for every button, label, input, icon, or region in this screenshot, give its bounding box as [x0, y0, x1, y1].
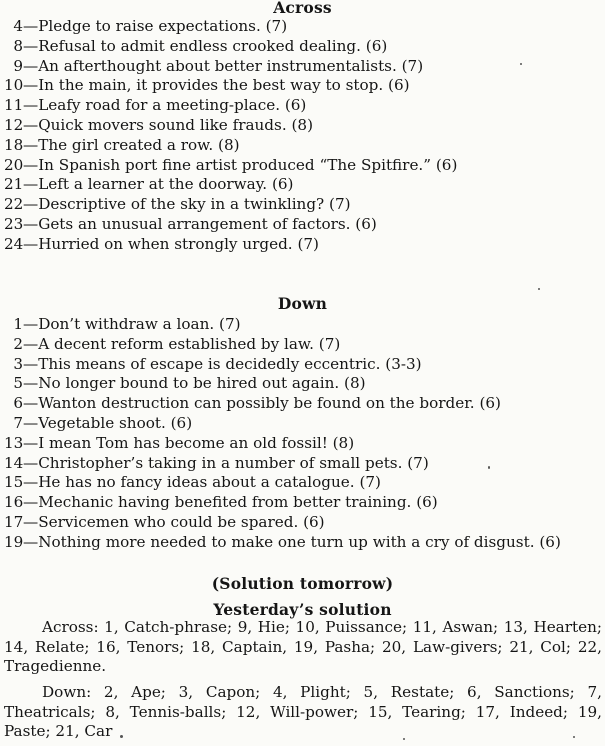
across-clue-list	[0, 17, 457, 255]
clue-text: —A decent reform established by law. (7)	[23, 334, 341, 353]
solution-tomorrow-note: (Solution tomorrow)	[211, 574, 394, 593]
across-heading: Across	[273, 0, 332, 17]
print-speck	[488, 466, 490, 469]
clue-number: 19	[4, 532, 24, 551]
clue-number: 5	[13, 374, 23, 393]
clue-text: —Christopher’s taking in a number of small pets. (7)	[23, 453, 429, 472]
clue-number: 7	[13, 413, 23, 432]
down-clue-list	[0, 315, 561, 553]
clue-number: 2	[13, 334, 23, 353]
clue-text: —Quick movers sound like frauds. (8)	[23, 115, 313, 134]
clue-text: —An afterthought about better instrumentalists. (7)	[23, 56, 424, 75]
across-clue	[0, 116, 457, 136]
clue-text: —Hurried on when strongly urged. (7)	[23, 234, 319, 253]
clue-text: —Refusal to admit endless crooked dealing. (6)	[23, 36, 388, 55]
down-clue	[0, 335, 561, 355]
clue-number: 21	[4, 175, 24, 194]
clue-number: 11	[4, 96, 24, 115]
print-speck	[403, 738, 405, 740]
down-clue	[0, 454, 561, 474]
clue-number: 9	[13, 56, 23, 75]
clue-text: —Vegetable shoot. (6)	[23, 413, 193, 432]
clue-text: —Left a learner at the doorway. (6)	[23, 175, 294, 194]
clue-text: —Nothing more needed to make one turn up with a cry of disgust. (6)	[23, 532, 561, 551]
clue-number: 17	[4, 512, 24, 531]
across-clue	[0, 175, 457, 195]
yesterday-down-answers: Down: 2, Ape; 3, Capon; 4, Plight; 5, Restate; 6, Sanctions; 7, Theatricals; 8, Tennis-balls; 12, Will-power; 15, Tearing; 17, Indeed; 19, Paste; 21, Car	[4, 683, 602, 740]
clue-text: —In Spanish port fine artist produced “The Spitfire.” (6)	[23, 155, 458, 174]
print-speck	[120, 735, 123, 738]
clue-number: 12	[4, 115, 24, 134]
clue-number: 20	[4, 155, 24, 174]
clue-number: 18	[4, 135, 24, 154]
down-clue	[0, 315, 561, 335]
print-speck	[520, 63, 522, 65]
clue-number: 23	[4, 214, 24, 233]
clue-number: 13	[4, 433, 24, 452]
down-clue	[0, 434, 561, 454]
across-clue	[0, 96, 457, 116]
across-clue	[0, 136, 457, 156]
down-heading: Down	[277, 294, 328, 313]
down-clue	[0, 513, 561, 533]
clue-number: 14	[4, 453, 24, 472]
clue-text: —Descriptive of the sky in a twinkling? (7)	[23, 195, 351, 214]
down-clue	[0, 394, 561, 414]
clue-text: —Mechanic having benefited from better training. (6)	[23, 493, 438, 512]
clue-number: 16	[4, 493, 24, 512]
across-clue	[0, 76, 457, 96]
across-clue	[0, 235, 457, 255]
print-speck	[538, 288, 540, 290]
clue-text: —No longer bound to be hired out again. (8)	[23, 374, 366, 393]
clue-text: —In the main, it provides the best way to stop. (6)	[23, 76, 410, 95]
clue-text: —I mean Tom has become an old fossil! (8)	[23, 433, 355, 452]
clue-number: 3	[13, 354, 23, 373]
across-clue	[0, 156, 457, 176]
across-clue	[0, 215, 457, 235]
print-speck	[573, 736, 575, 738]
clue-text: —Servicemen who could be spared. (6)	[23, 512, 325, 531]
down-clue	[0, 533, 561, 553]
clue-number: 24	[4, 234, 24, 253]
clue-number: 6	[13, 394, 23, 413]
clue-text: —Leafy road for a meeting-place. (6)	[23, 96, 307, 115]
across-clue	[0, 37, 457, 57]
clue-text: —This means of escape is decidedly eccentric. (3-3)	[23, 354, 422, 373]
clue-text: —Wanton destruction can possibly be found on the border. (6)	[23, 394, 501, 413]
clue-text: —Gets an unusual arrangement of factors. (6)	[23, 214, 377, 233]
clue-text: —Don’t withdraw a loan. (7)	[23, 315, 241, 333]
down-clue	[0, 414, 561, 434]
clue-number: 10	[4, 76, 24, 95]
down-clue	[0, 493, 561, 513]
yesterday-across-answers: Across: 1, Catch-phrase; 9, Hie; 10, Puissance; 11, Aswan; 13, Hearten; 14, Relate; 16, Tenors; 18, Captain, 19, Pasha; 20, Law-givers; 21, Col; 22, Tragedienne.	[4, 618, 602, 675]
clue-number: 4	[13, 17, 23, 35]
yesterday-solution-heading: Yesterday’s solution	[213, 600, 392, 619]
across-clue	[0, 57, 457, 77]
clue-number: 22	[4, 195, 24, 214]
clue-text: —Pledge to raise expectations. (7)	[23, 17, 288, 35]
down-clue	[0, 374, 561, 394]
clue-number: 1	[13, 315, 23, 333]
clue-text: —He has no fancy ideas about a catalogue. (7)	[23, 473, 381, 492]
clue-number: 8	[13, 36, 23, 55]
across-clue	[0, 195, 457, 215]
down-clue	[0, 355, 561, 375]
down-clue	[0, 473, 561, 493]
clue-number: 15	[4, 473, 24, 492]
clue-text: —The girl created a row. (8)	[23, 135, 240, 154]
across-clue	[0, 17, 457, 37]
